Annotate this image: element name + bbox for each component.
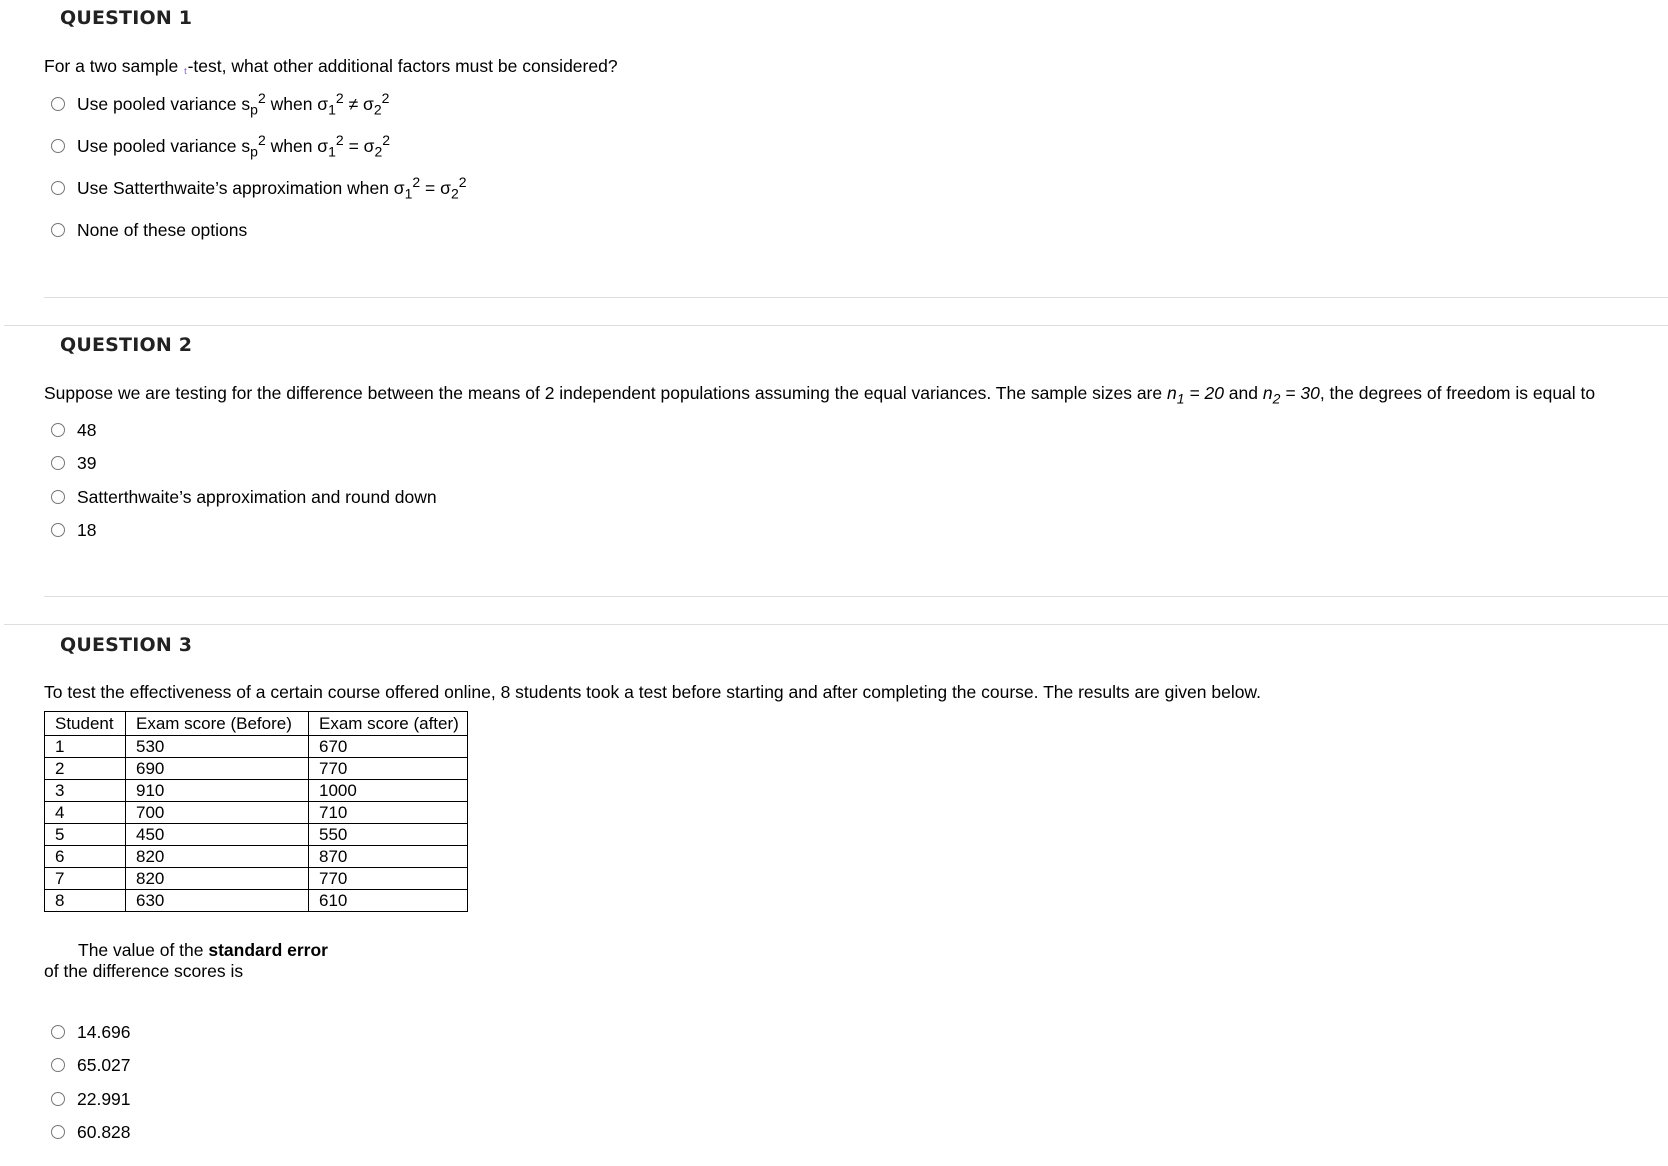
question-3-text: To test the effectiveness of a certain course offered online, 8 students took a test before starting and after completing the course. The results are given below. — [44, 682, 1261, 702]
q3-option-4[interactable] — [51, 1120, 131, 1144]
table-cell: 870 — [309, 846, 468, 868]
question-divider — [4, 325, 1668, 326]
table-header-cell: Exam score (Before) — [126, 712, 309, 736]
radio-button[interactable] — [51, 97, 65, 111]
table-cell: 7 — [45, 868, 126, 890]
table-cell: 4 — [45, 802, 126, 824]
question-divider — [4, 624, 1668, 625]
table-cell: 630 — [126, 890, 309, 912]
question-3-prompt: The value of the standard error — [78, 940, 328, 960]
table-cell: 8 — [45, 890, 126, 912]
table-row — [45, 868, 468, 890]
question-divider — [44, 297, 1668, 298]
q3-option-3-label: 22.991 — [77, 1088, 131, 1109]
q1-option-3[interactable] — [51, 176, 467, 200]
question-3-heading: QUESTION 3 — [60, 634, 193, 656]
question-3-prompt-cont: of the difference scores is — [44, 961, 244, 981]
radio-button[interactable] — [51, 223, 65, 237]
question-1-heading: QUESTION 1 — [60, 7, 193, 29]
q2-option-4-label: 18 — [77, 519, 97, 540]
q3-option-2-label: 65.027 — [77, 1054, 131, 1075]
radio-button[interactable] — [51, 523, 65, 537]
radio-button[interactable] — [51, 423, 65, 437]
question-1-text-after: -test, what other additional factors must be considered? — [187, 56, 618, 76]
question-1-text — [44, 56, 618, 77]
q2-option-1-label: 48 — [77, 419, 97, 440]
table-header-cell: Exam score (after) — [309, 712, 468, 736]
table-row — [45, 758, 468, 780]
table-cell: 700 — [126, 802, 309, 824]
q2-option-4[interactable] — [51, 518, 96, 542]
table-cell: 3 — [45, 780, 126, 802]
q3-option-1[interactable] — [51, 1020, 131, 1044]
radio-button[interactable] — [51, 181, 65, 195]
table-row — [45, 824, 468, 846]
question-divider — [44, 596, 1668, 597]
q1-option-2-label: Use pooled variance $s_p^2$ when $\sigma_1^2 = \sigma_2^2$ — [77, 132, 391, 160]
table-cell: 910 — [126, 780, 309, 802]
radio-button[interactable] — [51, 490, 65, 504]
radio-button[interactable] — [51, 456, 65, 470]
radio-button[interactable] — [51, 1025, 65, 1039]
q1-option-1-label: Use pooled variance $s_p^2$ when $\sigma_1^2 \ne \sigma_2^2$ — [77, 90, 390, 118]
q1-option-2[interactable] — [51, 134, 390, 158]
table-row — [45, 780, 468, 802]
question-2-text: Suppose we are testing for the difference between the means of 2 independent populations assuming the equal variances. The sample sizes are $n_1 = 20$ and $n_2 = 30$, the degrees of freedom is equal to — [44, 383, 1596, 407]
table-cell: 2 — [45, 758, 126, 780]
radio-button[interactable] — [51, 139, 65, 153]
table-cell: 710 — [309, 802, 468, 824]
table-cell: 770 — [309, 758, 468, 780]
q3-option-4-label: 60.828 — [77, 1121, 131, 1142]
q1-option-4-label: None of these options — [77, 219, 248, 240]
table-header-cell: Student — [45, 712, 126, 736]
table-cell: 550 — [309, 824, 468, 846]
table-header-row — [45, 712, 468, 736]
q3-option-1-label: 14.696 — [77, 1021, 131, 1042]
q1-option-3-label: Use Satterthwaite’s approximation when $\sigma_1^2 = \sigma_2^2$ — [77, 174, 467, 202]
q3-option-3[interactable] — [51, 1087, 131, 1111]
radio-button[interactable] — [51, 1058, 65, 1072]
table-cell: 770 — [309, 868, 468, 890]
table-cell: 690 — [126, 758, 309, 780]
table-cell: 5 — [45, 824, 126, 846]
q2-option-2-label: 39 — [77, 452, 97, 473]
question-2-heading: QUESTION 2 — [60, 334, 193, 356]
table-row — [45, 802, 468, 824]
table-cell: 6 — [45, 846, 126, 868]
table-cell: 610 — [309, 890, 468, 912]
table-cell: 820 — [126, 846, 309, 868]
t-symbol-icon: t — [184, 66, 187, 76]
q2-option-3-label: Satterthwaite’s approximation and round down — [77, 486, 437, 507]
table-cell: 670 — [309, 736, 468, 758]
q2-option-3[interactable] — [51, 485, 437, 509]
table-row — [45, 736, 468, 758]
q2-option-2[interactable] — [51, 451, 96, 475]
table-cell: 1000 — [309, 780, 468, 802]
table-cell: 450 — [126, 824, 309, 846]
q1-option-4[interactable] — [51, 218, 247, 242]
q2-option-1[interactable] — [51, 418, 96, 442]
table-cell: 530 — [126, 736, 309, 758]
table-cell: 1 — [45, 736, 126, 758]
question-1-text-before: For a two sample — [44, 56, 179, 76]
q3-option-2[interactable] — [51, 1053, 131, 1077]
table-row — [45, 890, 468, 912]
radio-button[interactable] — [51, 1125, 65, 1139]
table-cell: 820 — [126, 868, 309, 890]
q1-option-1[interactable] — [51, 92, 389, 116]
radio-button[interactable] — [51, 1092, 65, 1106]
table-row — [45, 846, 468, 868]
exam-score-table — [44, 711, 468, 912]
